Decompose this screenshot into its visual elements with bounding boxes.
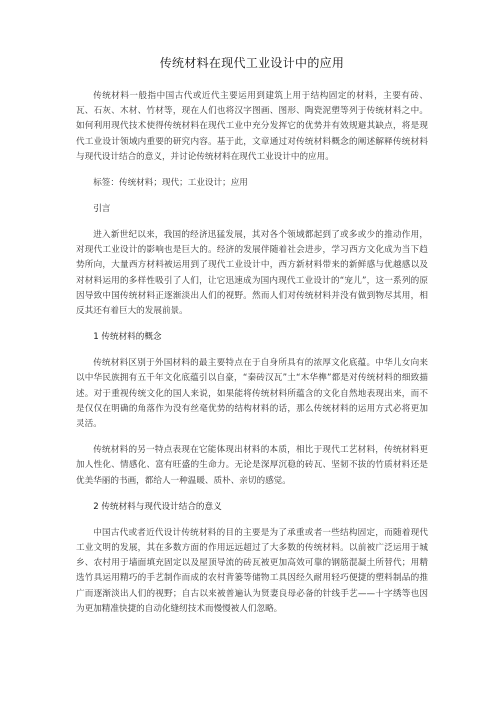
section-2-paragraph-1: 中国古代或者近代设计传统材料的目的主要是为了承重或者一些结构固定，而随着现代工业文明的发展，其在多数方面的作用远远超过了大多数的传统材料。以前被广泛运用于城乡、农村用于墙面填充固定以及屋顶导流的砖瓦被更加高效可靠的钢筋混凝土所替代；用精选竹具运用精巧的手艺制作而成的农村背篓等储物工具因经久耐用轻巧便捷的塑料制品的推广而逐渐淡出人们的视野；自古以来被普遍认为贤妻良母必备的针线手艺——十字绣等也因为更加精准快捷的自动化缝纫技术而慢慢被人们忽略。 xyxy=(76,527,428,614)
section-2-heading: 2 传统材料与现代设计结合的意义 xyxy=(93,501,222,512)
page-title: 传统材料在现代工业设计中的应用 xyxy=(159,56,345,70)
keywords-line: 标签：传统材料；现代；工业设计；应用 xyxy=(93,178,248,189)
intro-heading: 引言 xyxy=(93,204,111,215)
abstract-paragraph: 传统材料一般指中国古代或近代主要运用到建筑上用于结构固定的材料，主要有砖、瓦、石灰、木材、竹材等，现在人们也将汉字图画、图形、陶瓷泥塑等列于传统材料之中。如何利用现代技术使得传统材料在现代工业中充分发挥它的优势并有效规避其缺点，将是现代工业设计领域内重要的研究内容。基于此，文章通过对传统材料概念的阐述解释传统材料与现代设计结合的意义，并讨论传统材料在现代工业设计中的应用。 xyxy=(76,91,428,162)
section-1-paragraph-1: 传统材料区别于外国材料的最主要特点在于自身所具有的浓厚文化底蕴。中华儿女向来以中华民族拥有五千年文化底蕴引以自豪，“秦砖汉瓦”土“木华榫”都是对传统材料的细致描述。对于重视传统文化的国人来说，如果能将传统材料所蕴含的文化自然地表现出来，而不是仅仅在明确的角落作为没有丝毫优势的结构材料的话，那么传统材料的运用方式必将更加灵活。 xyxy=(76,358,428,430)
section-1-paragraph-2: 传统材料的另一特点表现在它能体现出材料的本质，相比于现代工艺材料，传统材料更加人性化、情感化、富有旺盛的生命力。无论是深厚沉稳的砖瓦、坚韧不拔的竹质材料还是优美华丽的书画，都给人一种温暖、质朴、亲切的感觉。 xyxy=(76,445,428,486)
section-1-heading: 1 传统材料的概念 xyxy=(93,332,162,343)
intro-paragraph: 进入新世纪以来，我国的经济迅猛发展，其对各个领域都起到了或多或少的推动作用，对现代工业设计的影响也是巨大的。经济的发展伴随着社会进步，学习西方文化成为当下趋势所向，大量西方材料被运用到了现代工业设计中，西方新材料带来的新鲜感与优越感以及对材料运用的多样性吸引了人们，让它迅速成为国内现代工业设计的“宠儿”，这一系列的原因导致中国传统材料正逐渐淡出人们的视野。然而人们对传统材料并没有做到物尽其用，相反其还有着巨大的发展前景。 xyxy=(76,230,428,317)
